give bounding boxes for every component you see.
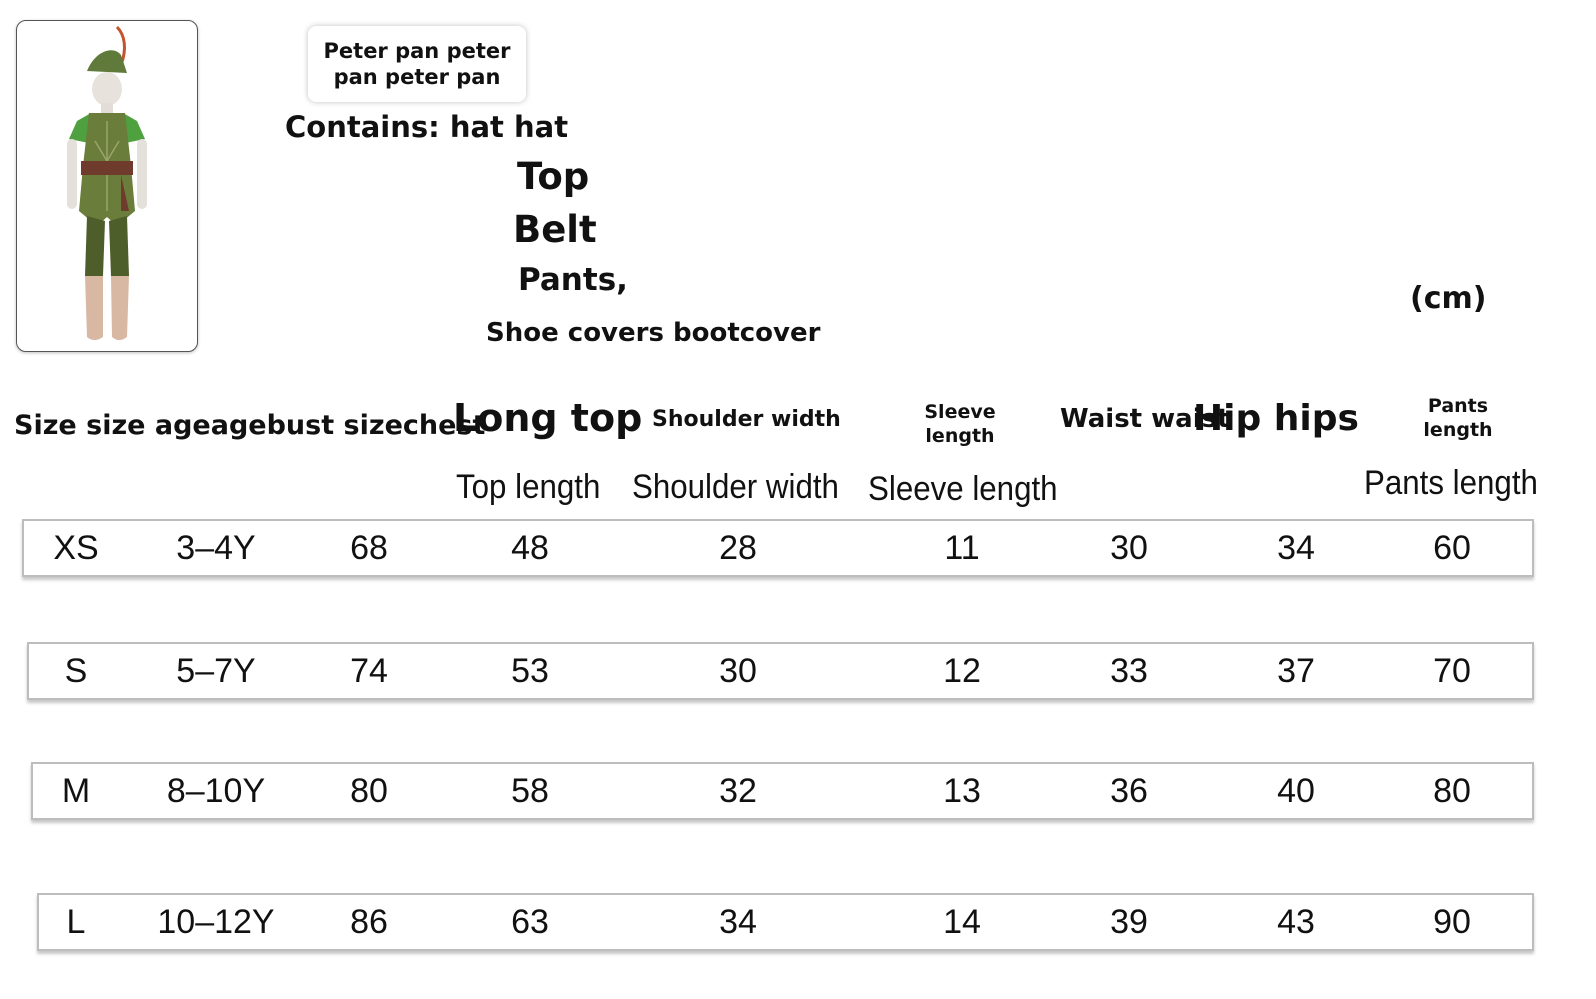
cell-hip: 40 (1277, 772, 1315, 810)
cell-age: 5–7Y (176, 652, 256, 690)
table-row (31, 762, 1534, 820)
cell-waist: 30 (1110, 529, 1148, 567)
cell-chest: 80 (350, 772, 388, 810)
cell-sleeve: 13 (943, 772, 981, 810)
cell-pants: 90 (1433, 903, 1471, 941)
header-waist: Waist waist (1060, 404, 1230, 434)
header-shoulder-width: Shoulder width (652, 407, 841, 432)
cell-size: L (66, 903, 86, 941)
header-pants-length (1408, 394, 1508, 442)
cell-age: 8–10Y (166, 772, 266, 810)
cell-shoulder: 30 (719, 652, 757, 690)
unit-label: (cm) (1410, 281, 1487, 316)
cell-size: S (64, 652, 88, 690)
subheader-top-length: Top length (456, 468, 601, 506)
header-sleeve-length (915, 400, 1005, 448)
product-title-line1: Peter pan peter (323, 39, 511, 63)
product-photo (16, 20, 198, 352)
cell-sleeve: 14 (943, 903, 981, 941)
cell-shoulder: 34 (719, 903, 757, 941)
cell-hip: 37 (1277, 652, 1315, 690)
cell-size: XS (53, 529, 99, 567)
cell-hip: 34 (1277, 529, 1315, 567)
cell-pants: 70 (1433, 652, 1471, 690)
cell-age: 10–12Y (157, 903, 275, 941)
cell-hip: 43 (1277, 903, 1315, 941)
header-pants-line2: length (1423, 419, 1493, 441)
header-sleeve-line2: length (925, 425, 995, 447)
header-pants-line1: Pants (1427, 395, 1489, 417)
cell-shoulder: 32 (719, 772, 757, 810)
contains-label: Contains: hat hat (285, 110, 569, 144)
header-hip: Hip hips (1193, 398, 1359, 439)
cell-age: 3–4Y (176, 529, 256, 567)
cell-waist: 36 (1110, 772, 1148, 810)
cell-chest: 86 (350, 903, 388, 941)
cell-top: 58 (511, 772, 549, 810)
contents-item-top: Top (517, 155, 590, 198)
cell-pants: 80 (1433, 772, 1471, 810)
subheader-pants-length: Pants length (1364, 464, 1538, 502)
table-row (27, 642, 1534, 700)
cell-pants: 60 (1433, 529, 1471, 567)
cell-top: 53 (511, 652, 549, 690)
cell-chest: 68 (350, 529, 388, 567)
cell-chest: 74 (350, 652, 388, 690)
table-row (37, 893, 1534, 951)
cell-size: M (61, 772, 91, 810)
costume-figure-illustration (17, 21, 197, 351)
cell-top: 48 (511, 529, 549, 567)
cell-sleeve: 11 (944, 529, 980, 567)
cell-waist: 33 (1110, 652, 1148, 690)
product-title-line2: pan peter pan (333, 65, 501, 89)
cell-waist: 39 (1110, 903, 1148, 941)
product-title-box (308, 26, 526, 102)
header-long-top: Long top (453, 396, 643, 440)
contents-item-pants: Pants, (518, 262, 628, 298)
cell-shoulder: 28 (719, 529, 757, 567)
header-sleeve-line1: Sleeve (924, 401, 996, 423)
cell-sleeve: 12 (943, 652, 981, 690)
cell-top: 63 (511, 903, 549, 941)
contents-item-belt: Belt (513, 208, 597, 251)
contents-item-shoe-covers: Shoe covers bootcover (486, 318, 821, 348)
subheader-shoulder-width: Shoulder width (632, 468, 839, 506)
table-row (22, 519, 1534, 577)
subheader-sleeve-length: Sleeve length (868, 470, 1058, 508)
header-size: Size size ageagebust sizechest (14, 410, 486, 441)
